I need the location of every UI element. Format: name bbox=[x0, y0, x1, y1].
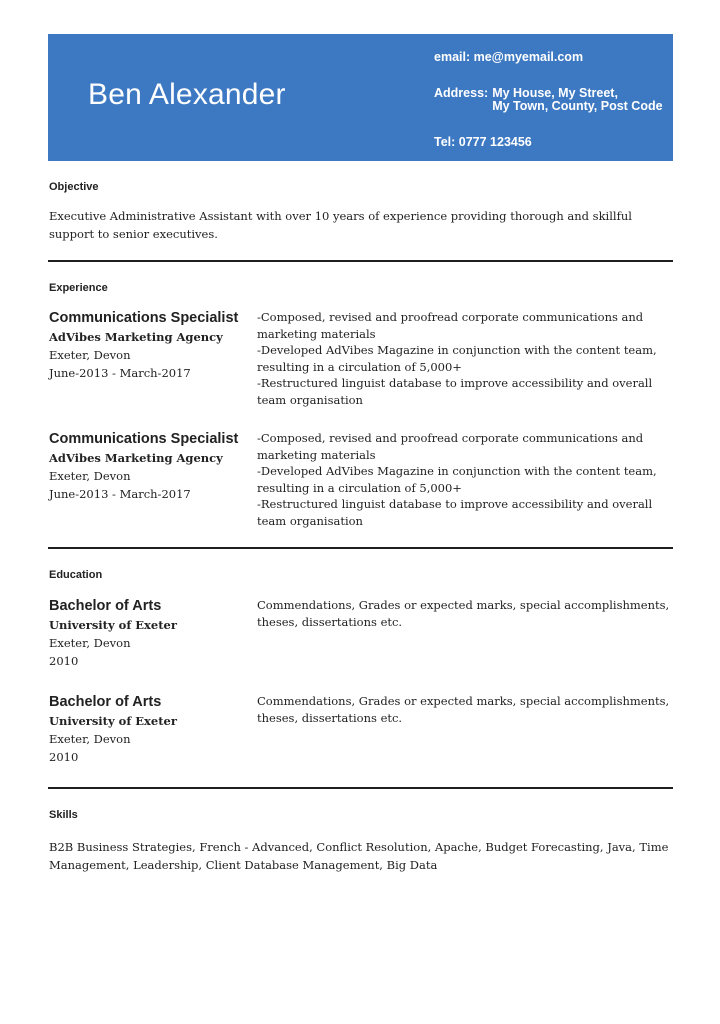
skills-list: B2B Business Strategies, French - Advanced, Conflict Resolution, Apache, Budget Forecasting, Java, Time Management, Leadership, Client Database Management, Big Data bbox=[49, 840, 669, 872]
objective-text: Executive Administrative Assistant with over 10 years of experience providing thorough and skillful support to senior executives. bbox=[49, 209, 632, 241]
institution-name: University of Exeter bbox=[49, 714, 177, 728]
job-dates: June-2013 - March-2017 bbox=[49, 487, 191, 501]
education-entry bbox=[49, 693, 674, 773]
institution-location: Exeter, Devon bbox=[49, 636, 131, 650]
company-name: AdVibes Marketing Agency bbox=[49, 451, 223, 465]
resume-header bbox=[48, 34, 673, 161]
degree-title: Bachelor of Arts bbox=[49, 598, 162, 614]
education-entry bbox=[49, 597, 674, 677]
email-text: email: me@myemail.com bbox=[434, 50, 584, 64]
education-details: Commendations, Grades or expected marks, special accomplishments, theses, dissertations etc. bbox=[257, 598, 670, 629]
responsibility-item: -Composed, revised and proofread corporate communications and marketing materials bbox=[257, 310, 644, 341]
section-divider bbox=[48, 260, 673, 262]
company-name: AdVibes Marketing Agency bbox=[49, 330, 223, 344]
job-dates: June-2013 - March-2017 bbox=[49, 366, 191, 380]
job-responsibilities bbox=[257, 430, 672, 530]
address-lines bbox=[492, 87, 662, 113]
graduation-year: 2010 bbox=[49, 654, 79, 668]
responsibility-item: -Restructured linguist database to improve accessibility and overall team organisation bbox=[257, 497, 653, 528]
education-details: Commendations, Grades or expected marks, special accomplishments, theses, dissertations etc. bbox=[257, 694, 670, 725]
job-title: Communications Specialist bbox=[49, 310, 239, 326]
address-row bbox=[434, 87, 663, 113]
job-location: Exeter, Devon bbox=[49, 348, 131, 362]
responsibility-item: -Developed AdVibes Magazine in conjunction with the content team, resulting in a circulation of 5,000+ bbox=[257, 464, 657, 495]
degree-title: Bachelor of Arts bbox=[49, 694, 162, 710]
section-divider bbox=[48, 547, 673, 549]
responsibility-item: -Composed, revised and proofread corporate communications and marketing materials bbox=[257, 431, 644, 462]
tel-text: Tel: 0777 123456 bbox=[434, 135, 532, 149]
candidate-name: Ben Alexander bbox=[88, 78, 286, 111]
graduation-year: 2010 bbox=[49, 750, 79, 764]
job-location: Exeter, Devon bbox=[49, 469, 131, 483]
job-title: Communications Specialist bbox=[49, 431, 239, 447]
address-label: Address: bbox=[434, 86, 489, 100]
address-line-1: My House, My Street, bbox=[492, 86, 618, 100]
experience-heading: Experience bbox=[49, 282, 108, 294]
objective-heading: Objective bbox=[49, 181, 99, 193]
experience-entry bbox=[49, 309, 674, 419]
skills-heading: Skills bbox=[49, 809, 78, 821]
experience-entry bbox=[49, 430, 674, 540]
institution-location: Exeter, Devon bbox=[49, 732, 131, 746]
responsibility-item: -Developed AdVibes Magazine in conjunction with the content team, resulting in a circulation of 5,000+ bbox=[257, 343, 657, 374]
education-heading: Education bbox=[49, 569, 103, 581]
job-responsibilities bbox=[257, 309, 672, 409]
contact-block bbox=[434, 51, 663, 149]
section-divider bbox=[48, 787, 673, 789]
address-line-2: My Town, County, Post Code bbox=[492, 99, 663, 113]
institution-name: University of Exeter bbox=[49, 618, 177, 632]
responsibility-item: -Restructured linguist database to improve accessibility and overall team organisation bbox=[257, 376, 653, 407]
